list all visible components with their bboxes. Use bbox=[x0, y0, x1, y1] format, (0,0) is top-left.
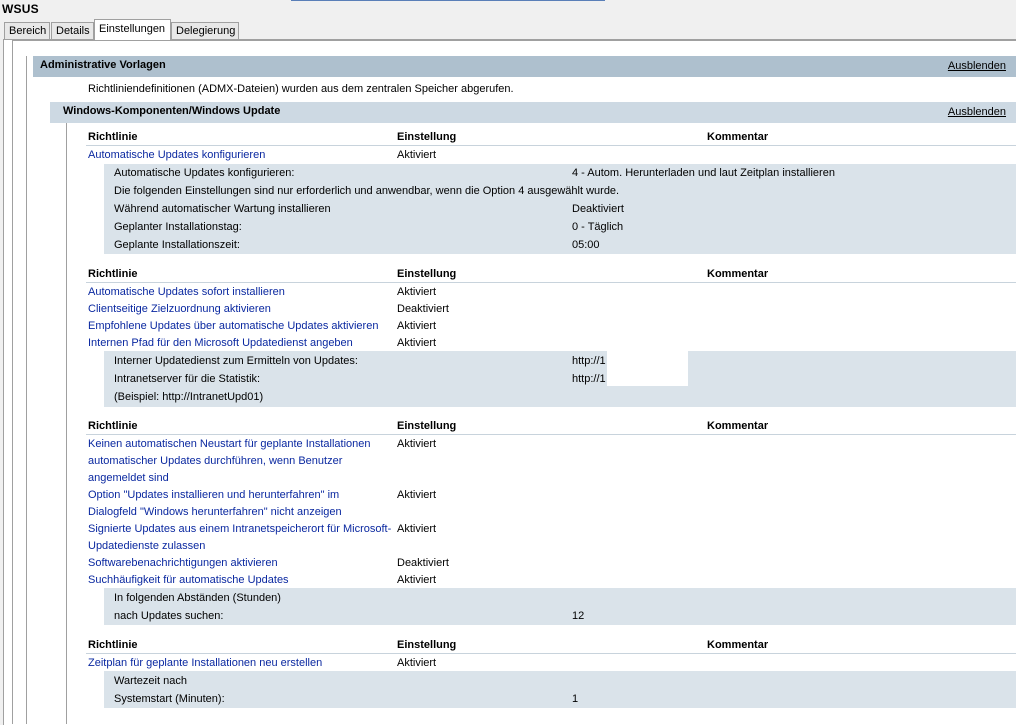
detail-note: Die folgenden Einstellungen sind nur erforderlich und anwendbar, wenn die Option 4 ausgewählt wurde. bbox=[114, 185, 620, 197]
policy-link[interactable]: Suchhäufigkeit für automatische Updates bbox=[88, 574, 289, 586]
tree-line-level1 bbox=[26, 56, 27, 724]
detail-value: 0 - Täglich bbox=[572, 221, 624, 233]
policy-value: Aktiviert bbox=[397, 149, 437, 161]
tree-line-level2 bbox=[66, 123, 67, 724]
policy-link[interactable]: automatischer Updates durchführen, wenn Benutzer bbox=[88, 455, 343, 467]
detail-label: Geplante Installationszeit: bbox=[114, 239, 240, 251]
detail-label: Geplanter Installationstag: bbox=[114, 221, 242, 233]
detail-label: Wartezeit nach bbox=[114, 675, 187, 687]
header-separator bbox=[86, 282, 1016, 283]
policy-value: Aktiviert bbox=[397, 523, 437, 535]
detail-label: In folgenden Abständen (Stunden) bbox=[114, 592, 281, 604]
policy-link[interactable]: Signierte Updates aus einem Intranetspeicherort für Microsoft- bbox=[88, 523, 392, 535]
policy-value: Aktiviert bbox=[397, 337, 437, 349]
policy-value: Deaktiviert bbox=[397, 303, 449, 315]
policy-link[interactable]: Softwarebenachrichtigungen aktivieren bbox=[88, 557, 278, 569]
policy-link[interactable]: Updatedienste zulassen bbox=[88, 540, 206, 552]
detail-label: nach Updates suchen: bbox=[114, 610, 224, 622]
detail-label: (Beispiel: http://IntranetUpd01) bbox=[114, 391, 264, 403]
redaction-box bbox=[607, 351, 688, 386]
col-header-comment: Kommentar bbox=[707, 131, 769, 143]
header-separator bbox=[86, 434, 1016, 435]
policy-value: Aktiviert bbox=[397, 657, 437, 669]
detail-label: Interner Updatedienst zum Ermitteln von Updates: bbox=[114, 355, 358, 367]
col-header-setting: Einstellung bbox=[397, 639, 457, 651]
admin-templates-title: Administrative Vorlagen bbox=[40, 59, 166, 71]
col-header-setting: Einstellung bbox=[397, 420, 457, 432]
policy-link[interactable]: angemeldet sind bbox=[88, 472, 169, 484]
col-header-policy: Richtlinie bbox=[88, 420, 138, 432]
policy-link[interactable]: Option "Updates installieren und herunterfahren" im bbox=[88, 489, 340, 501]
detail-value: 4 - Autom. Herunterladen und laut Zeitplan installieren bbox=[572, 167, 835, 179]
detail-label: Während automatischer Wartung installieren bbox=[114, 203, 331, 215]
window-title: WSUS bbox=[2, 2, 39, 16]
header-separator bbox=[86, 145, 1016, 146]
windows-update-title: Windows-Komponenten/Windows Update bbox=[63, 105, 281, 117]
tree-line-outer bbox=[12, 40, 13, 724]
policy-link[interactable]: Automatische Updates sofort installieren bbox=[88, 286, 285, 298]
admin-hide-link[interactable]: Ausblenden bbox=[947, 60, 1006, 72]
wu-hide-link[interactable]: Ausblenden bbox=[947, 106, 1006, 118]
policy-link[interactable]: Internen Pfad für den Microsoft Updatedienst angeben bbox=[88, 337, 353, 349]
tab-delegierung[interactable]: Delegierung bbox=[171, 22, 239, 39]
col-header-comment: Kommentar bbox=[707, 639, 769, 651]
detail-value: 05:00 bbox=[572, 239, 600, 251]
policy-value: Aktiviert bbox=[397, 320, 437, 332]
col-header-policy: Richtlinie bbox=[88, 639, 138, 651]
detail-value: 12 bbox=[572, 610, 585, 622]
admin-templates-header bbox=[33, 56, 1016, 77]
policy-details-box bbox=[104, 671, 1016, 708]
detail-value: http://1 bbox=[572, 373, 606, 385]
admx-info-text: Richtliniendefinitionen (ADMX-Dateien) wurden aus dem zentralen Speicher abgerufen. bbox=[88, 83, 514, 95]
tab-details[interactable]: Details bbox=[51, 22, 94, 39]
detail-value: http://1 bbox=[572, 355, 606, 367]
policy-link[interactable]: Automatische Updates konfigurieren bbox=[88, 149, 266, 161]
col-header-comment: Kommentar bbox=[707, 268, 769, 280]
policy-link[interactable]: Empfohlene Updates über automatische Updates aktivieren bbox=[88, 320, 379, 332]
col-header-policy: Richtlinie bbox=[88, 131, 138, 143]
tab-einstellungen[interactable]: Einstellungen bbox=[94, 19, 171, 40]
windows-update-header bbox=[50, 102, 1016, 123]
policy-value: Deaktiviert bbox=[397, 557, 449, 569]
col-header-policy: Richtlinie bbox=[88, 268, 138, 280]
tree-line-top bbox=[12, 40, 1016, 41]
detail-label: Systemstart (Minuten): bbox=[114, 693, 225, 705]
col-header-comment: Kommentar bbox=[707, 420, 769, 432]
detail-value: 1 bbox=[572, 693, 579, 705]
col-header-setting: Einstellung bbox=[397, 131, 457, 143]
col-header-setting: Einstellung bbox=[397, 268, 457, 280]
policy-value: Aktiviert bbox=[397, 574, 437, 586]
policy-link[interactable]: Dialogfeld "Windows herunterfahren" nicht anzeigen bbox=[88, 506, 342, 518]
policy-link[interactable]: Keinen automatischen Neustart für geplante Installationen bbox=[88, 438, 371, 450]
policy-link[interactable]: Clientseitige Zielzuordnung aktivieren bbox=[88, 303, 271, 315]
tab-bereich[interactable]: Bereich bbox=[4, 22, 50, 39]
detail-value: Deaktiviert bbox=[572, 203, 624, 215]
policy-value: Aktiviert bbox=[397, 438, 437, 450]
policy-link[interactable]: Zeitplan für geplante Installationen neu erstellen bbox=[88, 657, 323, 669]
policy-value: Aktiviert bbox=[397, 286, 437, 298]
title-accent-line bbox=[291, 0, 605, 1]
detail-label: Intranetserver für die Statistik: bbox=[114, 373, 261, 385]
header-separator bbox=[86, 653, 1016, 654]
detail-label: Automatische Updates konfigurieren: bbox=[114, 167, 295, 179]
policy-value: Aktiviert bbox=[397, 489, 437, 501]
